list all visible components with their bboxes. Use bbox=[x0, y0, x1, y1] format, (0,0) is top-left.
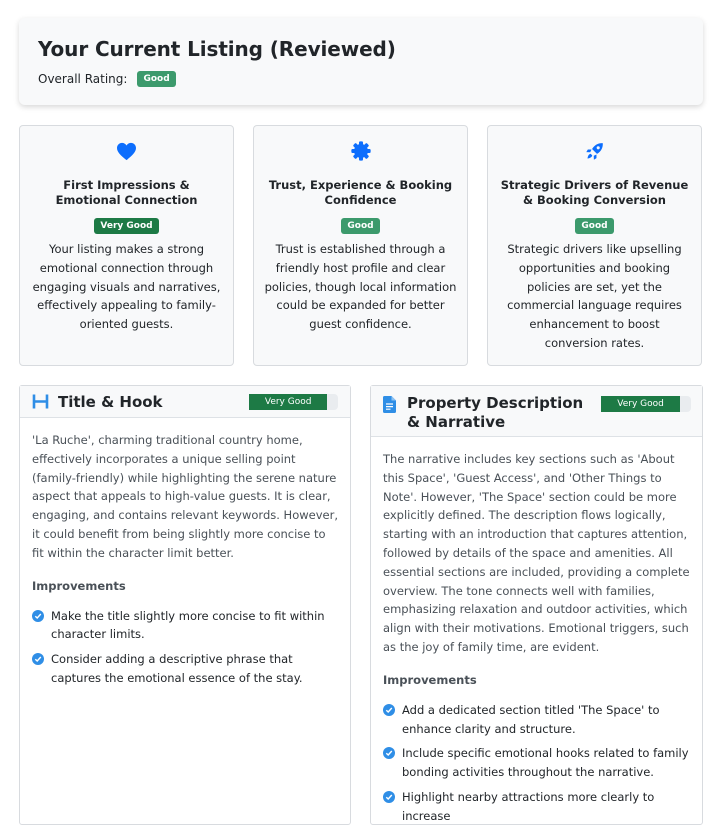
overall-rating-label: Overall Rating: bbox=[38, 72, 128, 86]
document-icon bbox=[383, 396, 399, 417]
section-progress-fill: Very Good bbox=[249, 394, 327, 410]
list-item bbox=[383, 788, 690, 826]
improvements-heading: Improvements bbox=[32, 578, 126, 593]
overall-rating-row bbox=[38, 71, 684, 87]
section-header bbox=[371, 386, 702, 437]
improvement-text: Include specific emotional hooks related to family bonding activities throughout the narrative. bbox=[402, 746, 689, 780]
pillar-rating-badge: Good bbox=[575, 218, 613, 234]
improvements-list bbox=[383, 701, 690, 826]
pillar-title: Trust, Experience & Booking Confidence bbox=[268, 178, 453, 207]
pillar-title: First Impressions & Emotional Connection bbox=[55, 178, 198, 207]
pillar-card-revenue bbox=[487, 125, 702, 366]
improvements-heading: Improvements bbox=[383, 672, 477, 687]
page-title: Your Current Listing (Reviewed) bbox=[38, 37, 396, 61]
check-circle-icon bbox=[32, 653, 44, 665]
heading-icon bbox=[32, 393, 52, 414]
listing-summary-card bbox=[19, 18, 703, 105]
pillar-rating-badge: Good bbox=[341, 218, 379, 234]
section-progress-bar bbox=[601, 396, 691, 412]
list-item bbox=[32, 607, 338, 645]
patch-check-icon bbox=[264, 140, 457, 162]
improvement-text: Consider adding a descriptive phrase that captures the emotional essence of the stay. bbox=[51, 652, 303, 685]
check-circle-icon bbox=[383, 791, 395, 803]
improvements-list bbox=[32, 607, 338, 688]
check-circle-icon bbox=[383, 704, 395, 716]
list-item bbox=[32, 650, 338, 688]
section-progress-bar bbox=[249, 394, 338, 410]
pillar-description: Your listing makes a strong emotional connection through engaging visuals and narratives, effectively appealing to family-oriented guests. bbox=[32, 242, 221, 332]
pillar-description: Strategic drivers like upselling opportunities and booking policies are set, yet the commercial language requires enhancement to boost conversion rates. bbox=[507, 242, 682, 350]
list-item bbox=[383, 701, 690, 739]
improvement-text: Highlight nearby attractions more clearly to increase bbox=[402, 789, 655, 823]
overall-rating-badge: Good bbox=[137, 71, 175, 87]
list-item bbox=[383, 744, 690, 782]
improvement-text: Make the title slightly more concise to fit within character limits. bbox=[51, 608, 325, 642]
pillar-card-first-impressions bbox=[19, 125, 234, 366]
section-title: Title & Hook bbox=[58, 393, 163, 411]
section-title-hook bbox=[19, 385, 351, 825]
check-circle-icon bbox=[32, 610, 44, 622]
check-circle-icon bbox=[383, 747, 395, 759]
rocket-icon bbox=[498, 140, 691, 162]
pillar-card-trust bbox=[253, 125, 468, 366]
section-property-description bbox=[370, 385, 703, 825]
heart-icon bbox=[30, 140, 223, 162]
pillar-description: Trust is established through a friendly host profile and clear policies, though local information could be expanded for better guest confidence. bbox=[264, 242, 457, 332]
section-header bbox=[20, 386, 350, 418]
section-description: The narrative includes key sections such as 'About this Space', 'Guest Access', and 'Other Things to Note'. However, 'The Space' section could be more explicitly defined. The description flows logically, starting with an introduction that captures attention, followed by details of the space and amenities. All essential sections are included, providing a complete overview. The tone connects well with families, emphasizing relaxation and outdoor activities, which align with their motivations. Emotional triggers, such as the joy of family time, are evident. bbox=[383, 452, 690, 654]
section-progress-fill: Very Good bbox=[601, 396, 680, 412]
section-title: Property Description & Narrative bbox=[407, 394, 584, 431]
improvement-text: Add a dedicated section titled 'The Space' to enhance clarity and structure. bbox=[402, 702, 660, 736]
section-description: 'La Ruche', charming traditional country home, effectively incorporates a unique selling point (family-friendly) while highlighting the serene nature aspect that appeals to high-value guests. It is clear, engaging, and contains relevant keywords. However, it could benefit from being slightly more concise to fit within the character limit better. bbox=[32, 433, 338, 560]
pillar-rating-badge: Very Good bbox=[94, 218, 158, 234]
pillar-title: Strategic Drivers of Revenue & Booking Conversion bbox=[500, 178, 689, 207]
